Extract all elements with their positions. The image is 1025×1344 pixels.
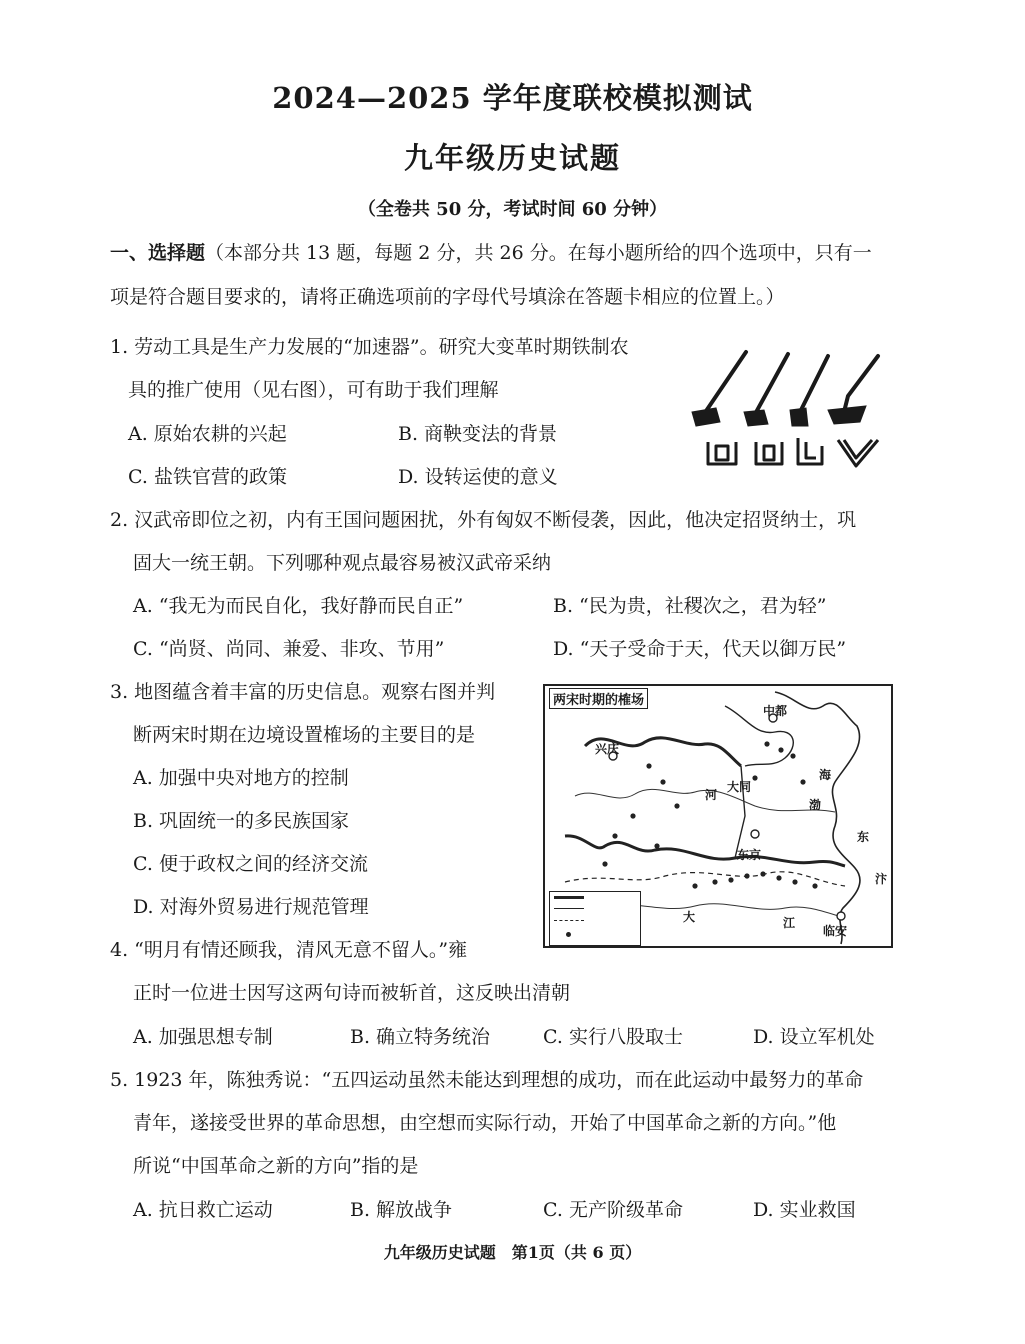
q5-option-a: A. 抗日救亡运动	[133, 1199, 273, 1221]
q1-option-b: B. 商鞅变法的背景	[398, 423, 558, 445]
section-heading: 一、选择题	[110, 242, 206, 264]
q3-option-a: A. 加强中央对地方的控制	[133, 767, 349, 789]
q2-option-c: C. “尚贤、尚同、兼爱、非攻、节用”	[133, 638, 445, 660]
legend-row-3	[554, 920, 584, 921]
section-heading-line	[110, 240, 872, 266]
q5-option-d: D. 实业救国	[753, 1199, 856, 1221]
map-label-zhongdu: 中都	[763, 704, 788, 718]
legend-row-4	[554, 932, 584, 937]
map-label-river-jiang: 江	[783, 916, 796, 930]
iron-farm-tools-figure	[688, 346, 884, 474]
q2-stem-1: 2. 汉武帝即位之初，内有王国问题困扰，外有匈奴不断侵袭，因此，他决定招贤纳士，巩	[110, 509, 857, 531]
q1-option-d: D. 设转运使的意义	[398, 466, 558, 488]
map-label-da: 大	[683, 910, 696, 924]
q1-stem-1: 1. 劳动工具是生产力发展的“加速器”。研究大变革时期铁制农	[110, 336, 629, 358]
legend-swatch-dot	[566, 932, 571, 937]
legend-row-2	[554, 908, 584, 909]
q1-option-c: C. 盐铁官营的政策	[128, 466, 287, 488]
exam-subject-title: 九年级历史试题	[403, 141, 621, 175]
q5-stem-3: 所说“中国革命之新的方向”指的是	[133, 1155, 419, 1177]
q3-option-c: C. 便于政权之间的经济交流	[133, 853, 368, 875]
q3-option-b: B. 巩固统一的多民族国家	[133, 810, 350, 832]
q5-stem-2: 青年，遂接受世界的革命思想，由空想而实际行动，开始了中国革命之新的方向。”他	[133, 1112, 837, 1134]
section-instructions-1: （本部分共 13 题，每题 2 分，共 26 分。在每小题所给的四个选项中，只有一	[205, 242, 872, 264]
page-footer: 九年级历史试题 第1页（共 6 页）	[383, 1243, 642, 1262]
legend-swatch-thick	[554, 896, 584, 899]
map-label-river-huang: 河	[705, 788, 718, 802]
q1-option-a: A. 原始农耕的兴起	[128, 423, 287, 445]
section-instructions-2: 项是符合题目要求的，请将正确选项前的字母代号填涂在答题卡相应的位置上。）	[110, 286, 785, 308]
map-label-datong: 大同	[727, 780, 752, 794]
q3-stem-1: 3. 地图蕴含着丰富的历史信息。观察右图并判	[110, 681, 496, 703]
q2-option-d: D. “天子受命于天，代天以御万民”	[553, 638, 847, 660]
exam-title: 2024—2025 学年度联校模拟测试	[272, 81, 753, 115]
q5-stem-1: 5. 1923 年，陈独秀说：“五四运动虽然未能达到理想的成功，而在此运动中最努力的革命	[110, 1069, 864, 1091]
map-label-lin-an: 临安	[823, 924, 848, 938]
legend-swatch-thin	[554, 908, 584, 909]
q4-option-c: C. 实行八股取士	[543, 1026, 683, 1048]
map-label-hai: 海	[819, 768, 832, 782]
q5-option-c: C. 无产阶级革命	[543, 1199, 683, 1221]
map-title: 两宋时期的榷场	[549, 688, 648, 709]
q4-option-b: B. 确立特务统治	[350, 1026, 491, 1048]
q3-stem-2: 断两宋时期在边境设置榷场的主要目的是	[133, 724, 476, 746]
legend-swatch-dashed	[554, 920, 584, 921]
map-label-qi: 渤	[809, 798, 822, 812]
q4-stem-2: 正时一位进士因写这两句诗而被斩首，这反映出清朝	[133, 982, 571, 1004]
market-dots	[602, 741, 817, 888]
map-label-dongjing: 东京	[737, 848, 762, 862]
exam-info: （全卷共 50 分，考试时间 60 分钟）	[357, 199, 668, 220]
map-label-bian: 汴	[875, 872, 888, 886]
q4-option-d: D. 设立军机处	[753, 1026, 875, 1048]
q2-stem-2: 固大一统王朝。下列哪种观点最容易被汉武帝采纳	[133, 552, 552, 574]
q4-option-a: A. 加强思想专制	[133, 1026, 273, 1048]
q4-stem-1: 4. “明月有情还顾我，清风无意不留人。”雍	[110, 939, 468, 961]
legend-row-1	[554, 896, 584, 899]
q2-option-a: A. “我无为而民自化，我好静而民自正”	[133, 595, 464, 617]
q1-stem-2: 具的推广使用（见右图），可有助于我们理解	[128, 379, 499, 401]
q2-option-b: B. “民为贵，社稷次之，君为轻”	[553, 595, 827, 617]
map-label-xingqing: 兴庆	[595, 742, 620, 756]
q5-option-b: B. 解放战争	[350, 1199, 453, 1221]
map-label-dong: 东	[857, 830, 870, 844]
map-legend	[549, 891, 641, 946]
song-border-markets-map	[543, 684, 893, 948]
q3-option-d: D. 对海外贸易进行规范管理	[133, 896, 369, 918]
